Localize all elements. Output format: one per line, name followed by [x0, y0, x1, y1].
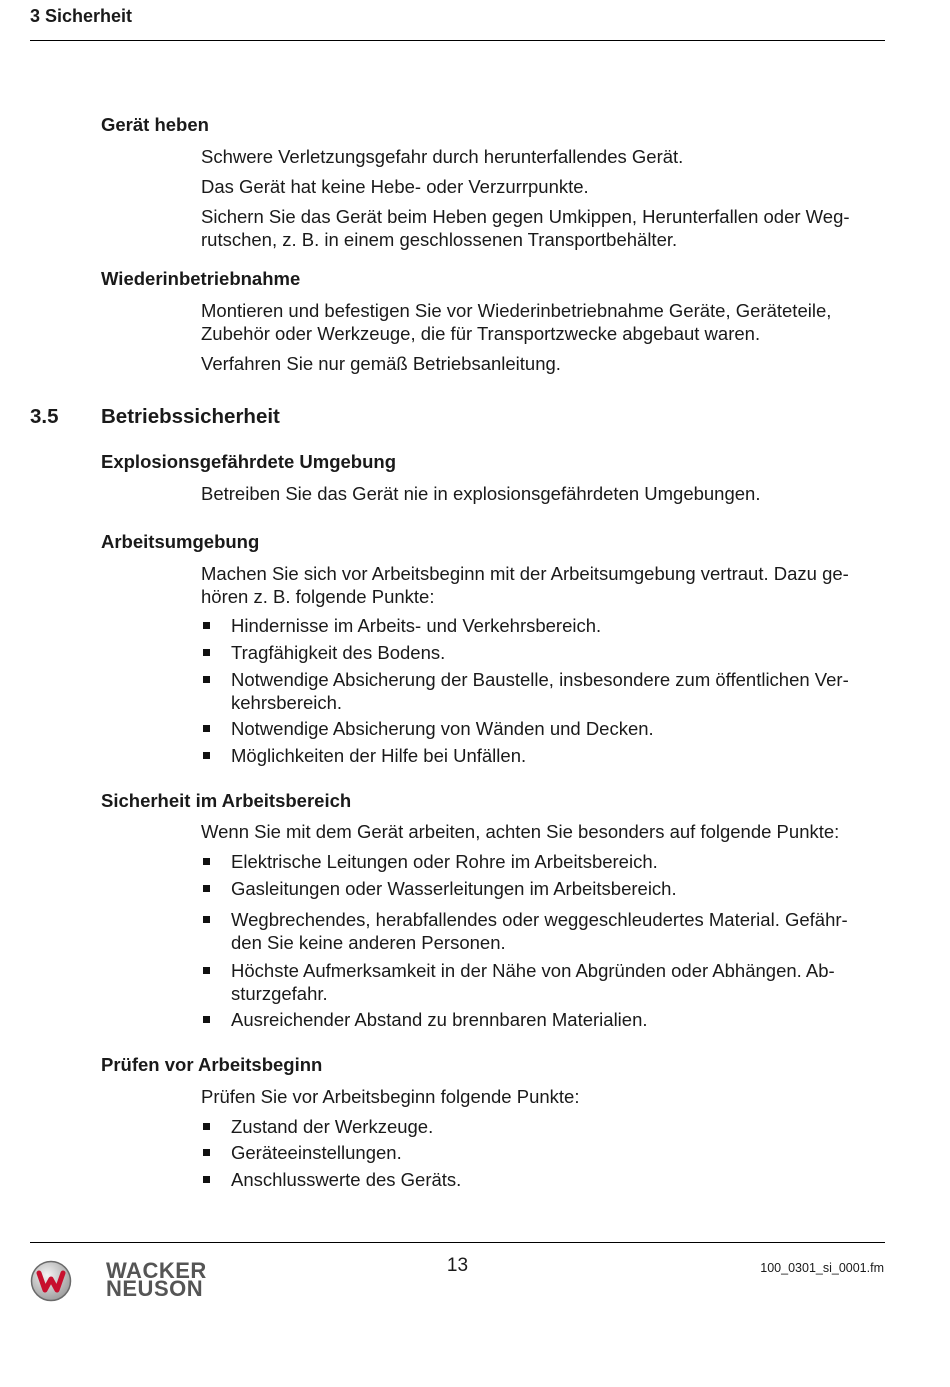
list-item: Wegbrechendes, herabfallendes oder weggeschleudertes Material. Gefähr- — [231, 909, 848, 930]
bullet-square-icon — [203, 649, 210, 656]
paragraph: Montieren und befestigen Sie vor Wiederinbetriebnahme Geräte, Geräteteile, — [201, 300, 832, 321]
bullet-square-icon — [203, 858, 210, 865]
heading-pruefen: Prüfen vor Arbeitsbeginn — [101, 1054, 323, 1075]
list-item: Möglichkeiten der Hilfe bei Unfällen. — [231, 745, 527, 766]
list-item-continuation: sturzgefahr. — [231, 983, 328, 1004]
chapter-title: 3 Sicherheit — [30, 6, 133, 26]
paragraph: rutschen, z. B. in einem geschlossenen Transportbehälter. — [201, 229, 678, 250]
list-item-continuation: kehrsbereich. — [231, 692, 343, 713]
list-item: Zustand der Werkzeuge. — [231, 1116, 434, 1137]
page-number: 13 — [446, 1255, 469, 1276]
bullet-square-icon — [203, 1123, 210, 1130]
paragraph: Prüfen Sie vor Arbeitsbeginn folgende Punkte: — [201, 1086, 580, 1107]
paragraph: Verfahren Sie nur gemäß Betriebsanleitung. — [201, 353, 561, 374]
paragraph: Machen Sie sich vor Arbeitsbeginn mit der Arbeitsumgebung vertraut. Dazu ge- — [201, 563, 849, 584]
section-title: Betriebssicherheit — [101, 405, 280, 428]
bullet-square-icon — [203, 752, 210, 759]
heading-arbeitsbereich: Sicherheit im Arbeitsbereich — [101, 790, 352, 811]
paragraph: hören z. B. folgende Punkte: — [201, 586, 435, 607]
list-item: Hindernisse im Arbeits- und Verkehrsbereich. — [231, 615, 602, 636]
bullet-square-icon — [203, 967, 210, 974]
list-item: Geräteeinstellungen. — [231, 1142, 402, 1163]
bullet-square-icon — [203, 916, 210, 923]
bullet-square-icon — [203, 622, 210, 629]
list-item: Höchste Aufmerksamkeit in der Nähe von Abgründen oder Abhängen. Ab- — [231, 960, 835, 981]
paragraph: Zubehör oder Werkzeuge, die für Transportzwecke abgebaut waren. — [201, 323, 761, 344]
paragraph: Sichern Sie das Gerät beim Heben gegen Umkippen, Herunterfallen oder Weg- — [201, 206, 850, 227]
list-item: Ausreichender Abstand zu brennbaren Materialien. — [231, 1009, 648, 1030]
heading-wiederinbetriebnahme: Wiederinbetriebnahme — [101, 268, 301, 289]
list-item: Tragfähigkeit des Bodens. — [231, 642, 446, 663]
section-number: 3.5 — [30, 405, 59, 428]
paragraph: Wenn Sie mit dem Gerät arbeiten, achten Sie besonders auf folgende Punkte: — [201, 821, 840, 842]
file-name: 100_0301_si_0001.fm — [760, 1261, 884, 1275]
heading-geraet-heben: Gerät heben — [101, 114, 209, 135]
paragraph: Schwere Verletzungsgefahr durch herunterfallendes Gerät. — [201, 146, 684, 167]
bullet-square-icon — [203, 725, 210, 732]
list-item: Elektrische Leitungen oder Rohre im Arbeitsbereich. — [231, 851, 658, 872]
list-item: Gasleitungen oder Wasserleitungen im Arbeitsbereich. — [231, 878, 677, 899]
list-item-continuation: den Sie keine anderen Personen. — [231, 932, 506, 953]
footer-rule — [30, 1242, 885, 1243]
heading-arbeitsumgebung: Arbeitsumgebung — [101, 531, 260, 552]
bullet-square-icon — [203, 885, 210, 892]
bullet-square-icon — [203, 1016, 210, 1023]
paragraph: Betreiben Sie das Gerät nie in explosionsgefährdeten Umgebungen. — [201, 483, 761, 504]
list-item: Notwendige Absicherung der Baustelle, insbesondere zum öffentlichen Ver- — [231, 669, 849, 690]
bullet-square-icon — [203, 1176, 210, 1183]
logo-line-1: WACKER — [106, 1258, 207, 1283]
heading-explosion: Explosionsgefährdete Umgebung — [101, 451, 397, 472]
list-item: Notwendige Absicherung von Wänden und Decken. — [231, 718, 654, 739]
logo-line-2: NEUSON — [106, 1276, 204, 1301]
header-rule — [30, 40, 885, 41]
bullet-square-icon — [203, 676, 210, 683]
bullet-square-icon — [203, 1149, 210, 1156]
list-item: Anschlusswerte des Geräts. — [231, 1169, 462, 1190]
paragraph: Das Gerät hat keine Hebe- oder Verzurrpunkte. — [201, 176, 589, 197]
